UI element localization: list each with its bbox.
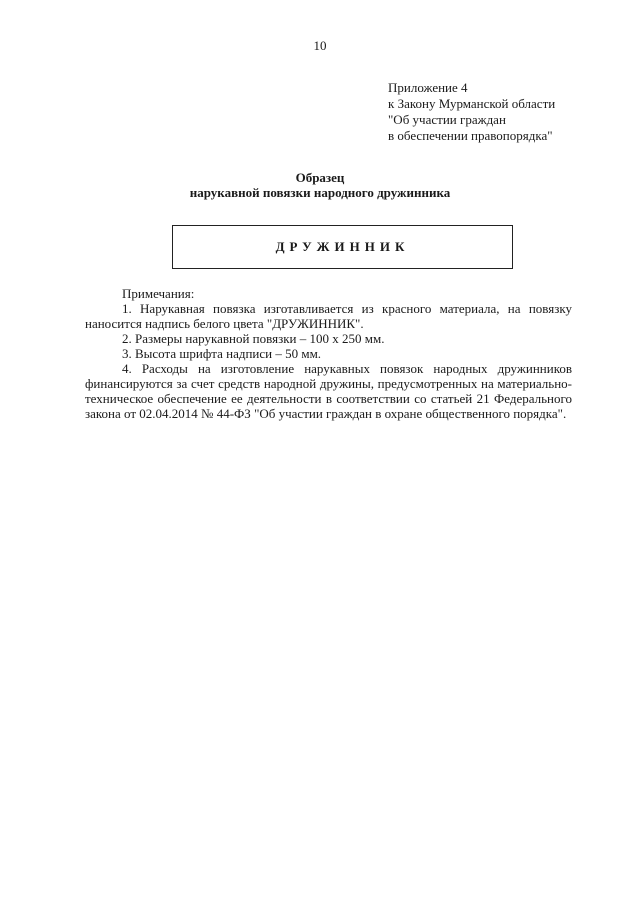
document-title [0, 170, 640, 200]
title-line: Образец [295, 170, 345, 185]
appendix-line: к Закону Мурманской области [388, 96, 556, 111]
armband-sample-box [172, 225, 513, 269]
appendix-line: Приложение 4 [388, 80, 468, 95]
note-item: 1. Нарукавная повязка изготавливается из красного материала, на повязку наносится надпись белого цвета "ДРУЖИННИК". [85, 301, 572, 331]
notes-section [85, 286, 572, 421]
appendix-line: "Об участии граждан [388, 112, 506, 127]
title-line: нарукавной повязки народного дружинника [189, 185, 451, 200]
note-item: 4. Расходы на изготовление нарукавных повязок народных дружинников финансируются за счет средств народной дружины, предусмотренных на материально-техническое обеспечение ее деятельности в соответствии со статьей 21 Федерального закона от 02.04.2014 № 44-ФЗ "Об участии граждан в охране общественного порядка". [85, 361, 572, 421]
note-item: 2. Размеры нарукавной повязки – 100 х 250 мм. [122, 331, 385, 346]
armband-label: ДРУЖИННИК [275, 239, 410, 254]
page-number: 10 [313, 38, 327, 53]
note-item: 3. Высота шрифта надписи – 50 мм. [122, 346, 322, 361]
appendix-line: в обеспечении правопорядка" [388, 128, 553, 143]
appendix-reference [388, 80, 555, 144]
notes-heading: Примечания: [122, 286, 195, 301]
